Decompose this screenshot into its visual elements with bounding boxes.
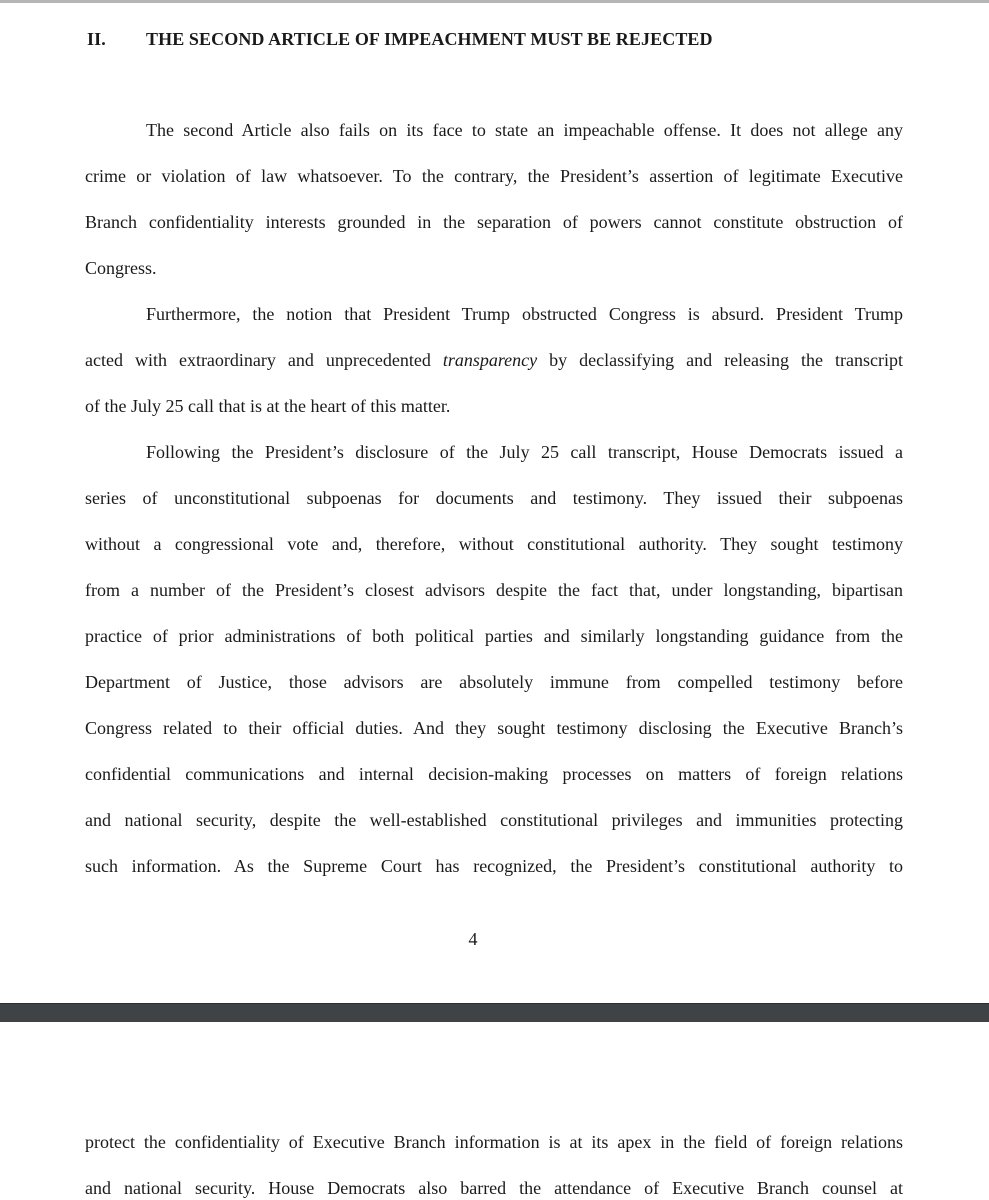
page-separator: [0, 1003, 989, 1023]
emphasized-word: transparency: [442, 350, 538, 370]
paragraph-2-text-after: by declassifying and releasing the transcript: [537, 350, 903, 370]
paragraph-3-line-10: such information. As the Supreme Court has recognized, the President’s constitutional authority to: [85, 856, 903, 876]
document-page-4: [0, 3, 989, 1003]
section-title: THE SECOND ARTICLE OF IMPEACHMENT MUST BE REJECTED: [146, 29, 713, 49]
paragraph-3-line-6: Department of Justice, those advisors are absolutely immune from compelled testimony before: [85, 672, 903, 692]
page-5-line-1: protect the confidentiality of Executive Branch information is at its apex in the field of foreign relations: [85, 1132, 903, 1152]
paragraph-3-line-9: and national security, despite the well-established constitutional privileges and immunities protecting: [85, 810, 903, 830]
page-5-line-2: and national security. House Democrats also barred the attendance of Executive Branch counsel at: [85, 1178, 903, 1198]
paragraph-1-line-3: Branch confidentiality interests grounded in the separation of powers cannot constitute obstruction of: [85, 212, 903, 232]
paragraph-3-line-4: from a number of the President’s closest advisors despite the fact that, under longstanding, bipartisan: [85, 580, 903, 600]
paragraph-3-line-1: Following the President’s disclosure of the July 25 call transcript, House Democrats issued a: [146, 442, 903, 462]
paragraph-1-line-2: crime or violation of law whatsoever. To the contrary, the President’s assertion of legitimate Executive: [85, 166, 903, 186]
paragraph-3-line-5: practice of prior administrations of both political parties and similarly longstanding guidance from the: [85, 626, 903, 646]
section-heading: [87, 29, 713, 50]
paragraph-3-line-8: confidential communications and internal decision-making processes on matters of foreign relations: [85, 764, 903, 784]
document-page-5: [0, 1022, 989, 1200]
section-number: II.: [87, 29, 106, 49]
page-number: 4: [468, 929, 478, 949]
paragraph-2-line-1: Furthermore, the notion that President Trump obstructed Congress is absurd. President Trump: [146, 304, 903, 324]
paragraph-3-line-2: series of unconstitutional subpoenas for documents and testimony. They issued their subpoenas: [85, 488, 903, 508]
paragraph-2-line-2: [85, 348, 903, 372]
paragraph-1-line-1: The second Article also fails on its face to state an impeachable offense. It does not allege any: [146, 120, 903, 140]
paragraph-2-text-before: acted with extraordinary and unprecedented: [85, 350, 443, 370]
paragraph-1-line-4: Congress.: [85, 258, 157, 278]
paragraph-3-line-7: Congress related to their official duties. And they sought testimony disclosing the Executive Branch’s: [85, 718, 903, 738]
paragraph-2-line-3: of the July 25 call that is at the heart of this matter.: [85, 396, 451, 416]
paragraph-3-line-3: without a congressional vote and, therefore, without constitutional authority. They sought testimony: [85, 534, 903, 554]
